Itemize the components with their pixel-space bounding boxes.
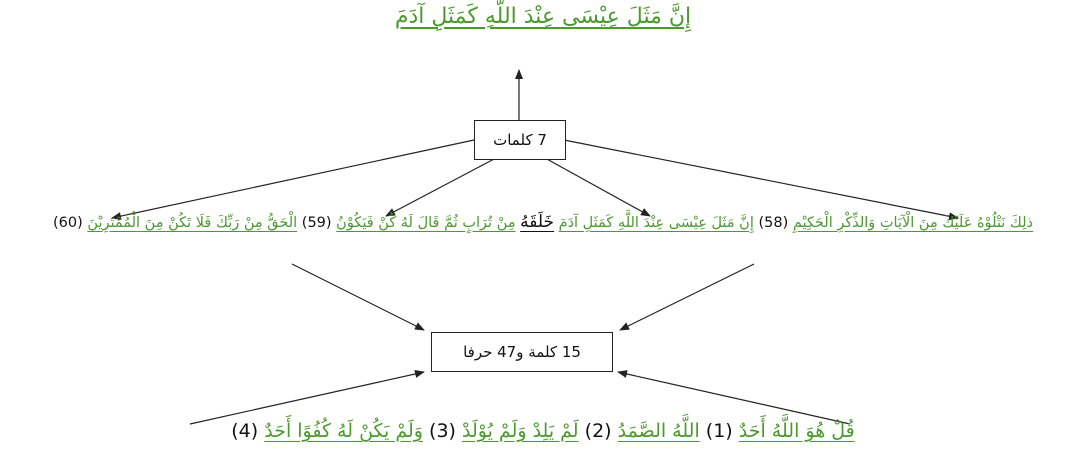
surah-verse-2: اللَّهُ الصَّمَدُ: [617, 420, 700, 442]
word-letter-count-box: [431, 332, 613, 372]
word-count-box: [474, 120, 566, 160]
verse-number-1: (1): [705, 420, 733, 442]
word-letter-count-label: 15 كلمة و47 حرفا: [463, 343, 581, 361]
verse-number-3: (3): [429, 420, 456, 442]
verse-58-text: ذلِكَ نَتْلُوْهُ عَلَيْكَ مِنَ الْآيَاتِ وَالذِّكْرِ الْحَكِيْمِ: [792, 215, 1033, 231]
arrow-box-to-middle-rightcenter: [545, 158, 650, 216]
surah-verse-4: وَلَمْ يَكُنْ لَهُ كُفُوًا أَحَدٌ: [264, 420, 423, 442]
verse-60-text: الْحَقُّ مِنْ رَبِّكَ فَلَا تَكُنْ مِنَ الْمُمْتَرِيْنَ: [87, 215, 298, 231]
verse-59-opening: إِنَّ مَثَلَ عِيْسَى عِنْدَ اللَّهِ كَمَثَلِ آدَمَ: [558, 215, 754, 231]
verse-number-4: (4): [231, 420, 259, 442]
verse-number-58: (58): [758, 215, 789, 231]
arrow-bottom-right-to-bottom-box: [618, 372, 850, 424]
arrow-box-to-middle-left: [112, 140, 474, 218]
bottom-verses-line: [0, 420, 1086, 442]
verse-number-59: (59): [301, 215, 332, 231]
verse-number-2: (2): [584, 420, 612, 442]
verse-59-closing: مِنْ تُرَابٍ ثُمَّ قَالَ لَهُ كُنْ فَيَكُوْنُ: [336, 215, 516, 231]
arrow-box-to-middle-right: [564, 140, 958, 218]
surah-verse-1: قُلْ هُوَ اللَّهُ أَحَدٌ: [738, 420, 855, 442]
middle-verses-line: [0, 212, 1086, 232]
arrow-bottom-left-to-bottom-box: [190, 372, 424, 424]
verse-number-60: (60): [53, 215, 83, 231]
arrow-middle-left-to-bottom-box: [292, 264, 424, 330]
top-verse: إِنَّ مَثَلَ عِيْسَى عِنْدَ اللَّهِ كَمَثَلِ آدَمَ: [394, 4, 692, 29]
word-count-label: 7 كلمات: [493, 131, 547, 149]
arrow-box-to-middle-leftcenter: [386, 158, 496, 216]
verse-59-khalaqahu: خَلَقَهُ: [520, 212, 554, 232]
surah-verse-3: لَمْ يَلِدْ وَلَمْ يُوْلَدْ: [462, 420, 579, 442]
arrow-middle-right-to-bottom-box: [620, 264, 754, 330]
